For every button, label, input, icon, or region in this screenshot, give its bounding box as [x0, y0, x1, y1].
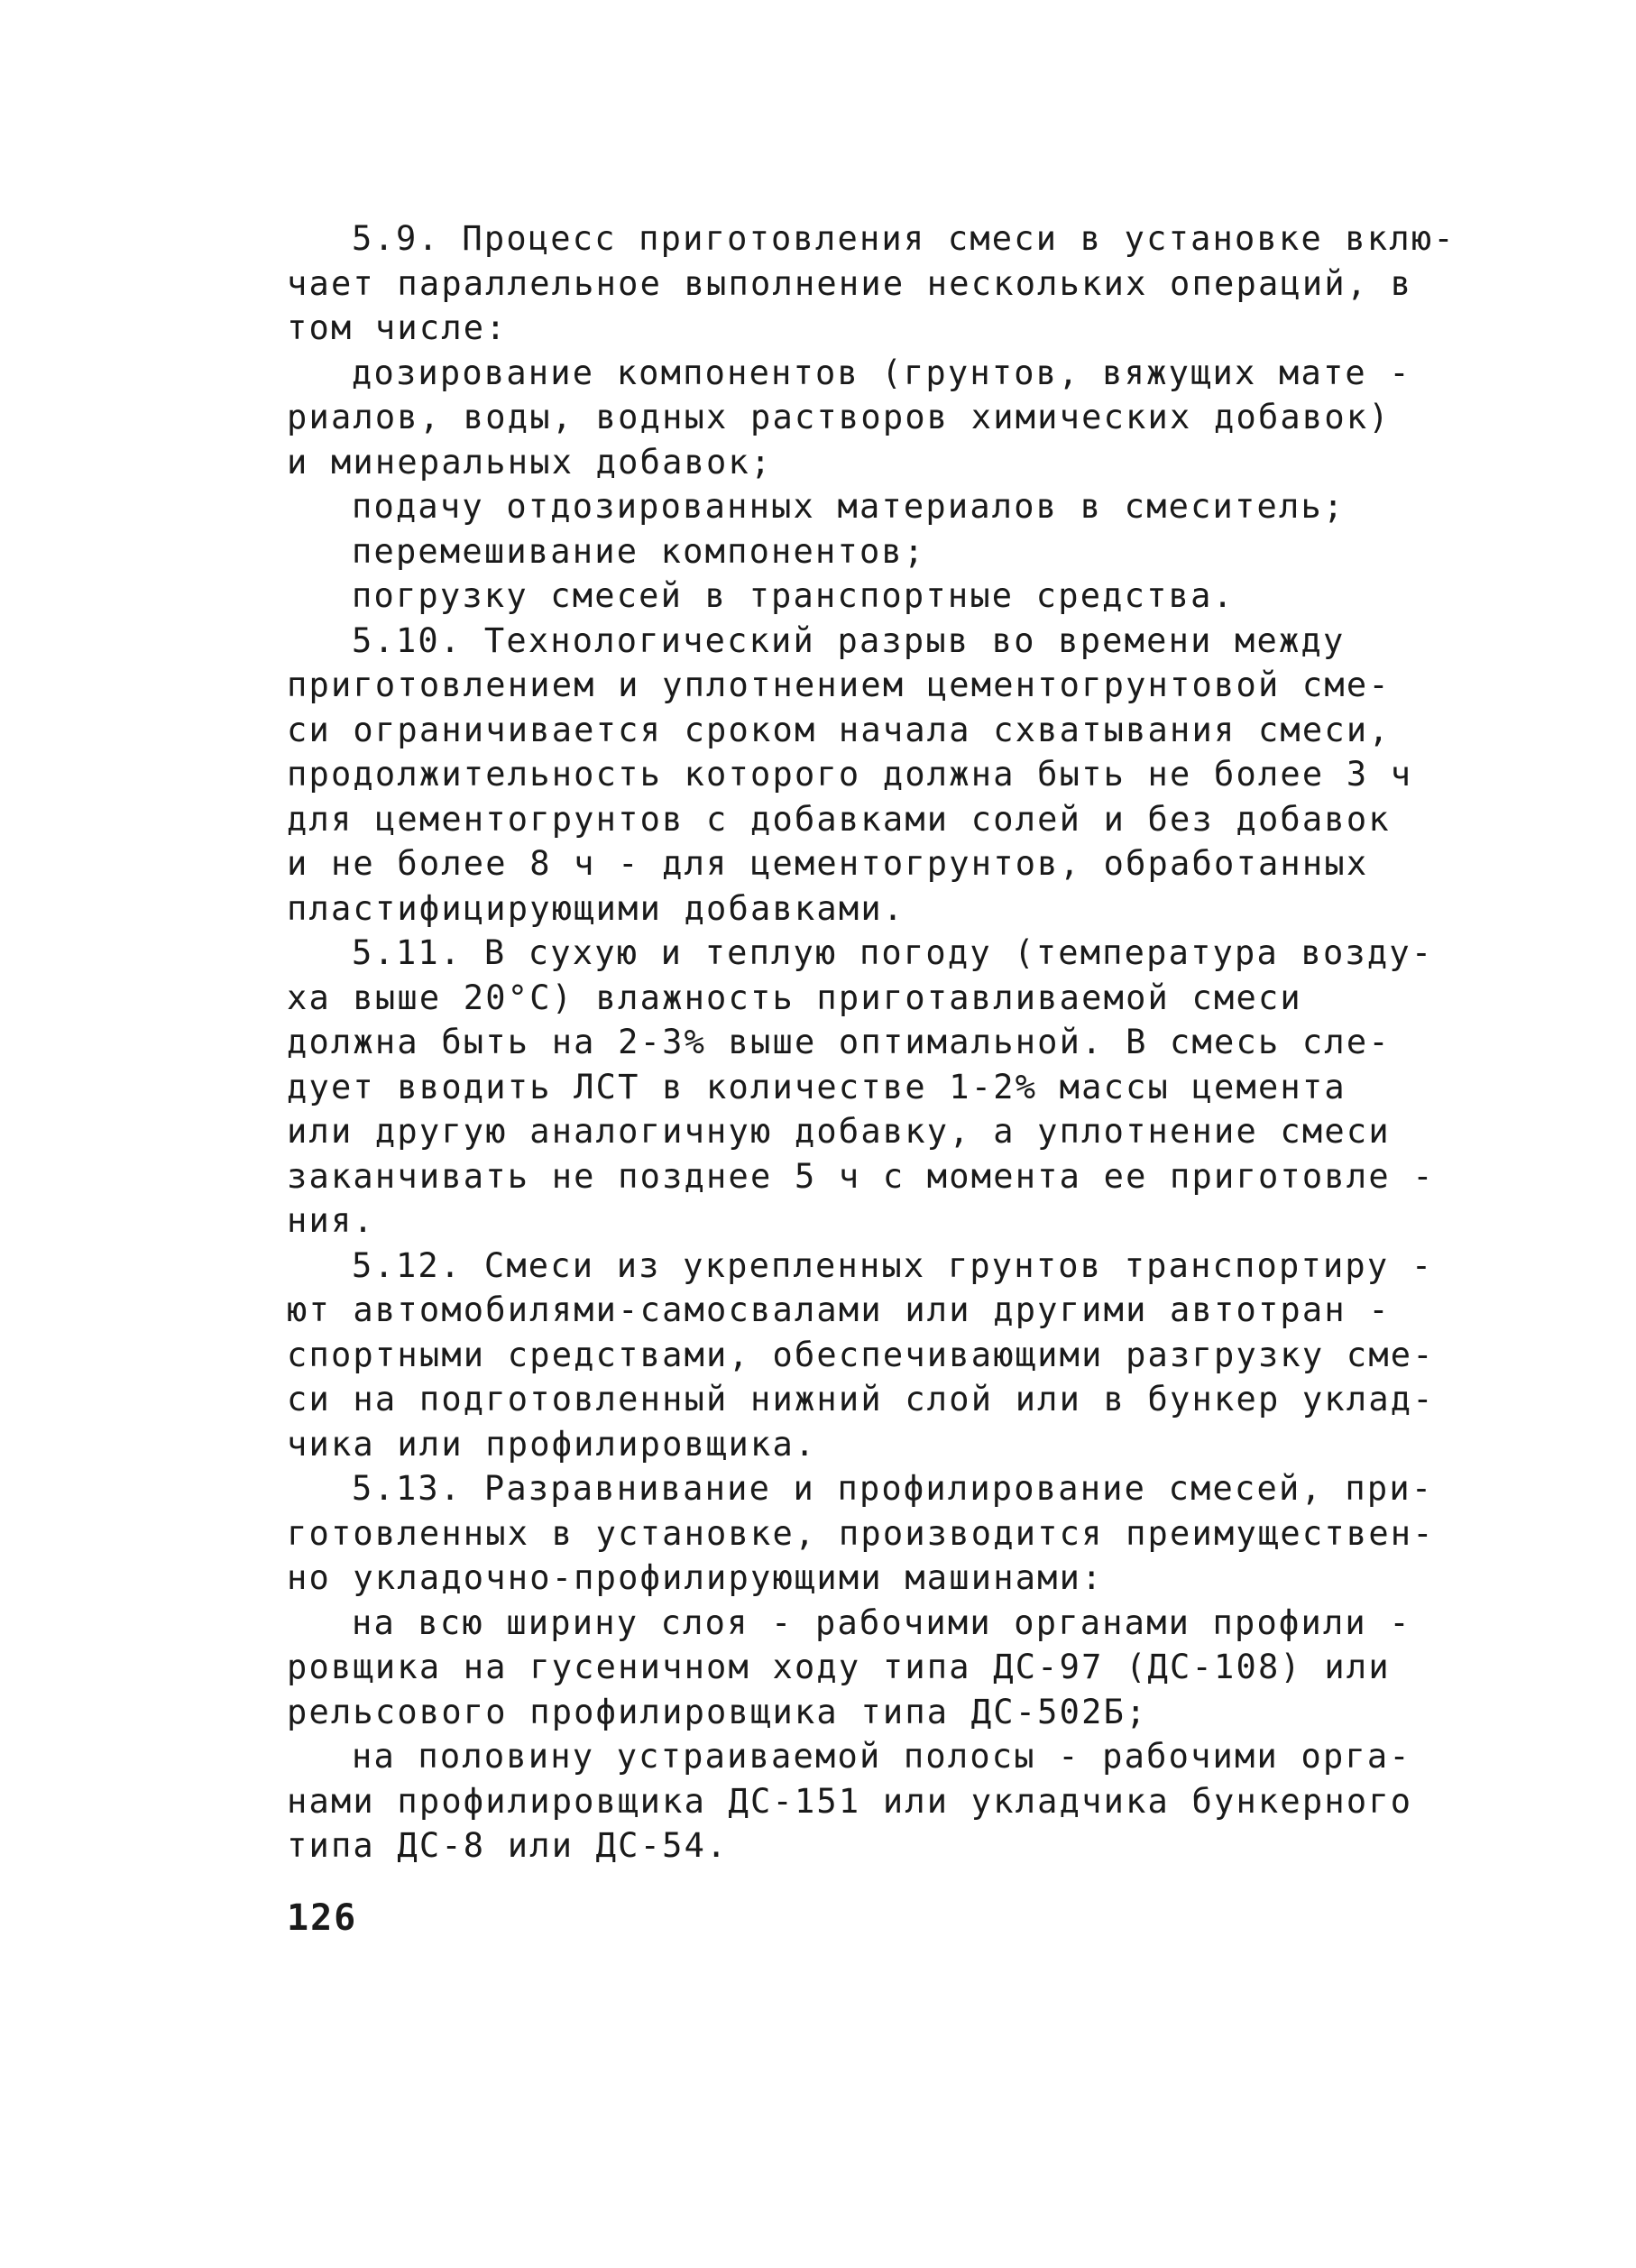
- text-line: для цементогрунтов с добавками солей и без добавок: [287, 799, 1391, 839]
- text-line: си на подготовленный нижний слой или в бункер уклад-: [287, 1380, 1435, 1419]
- text-line: приготовлением и уплотнением цементогрунтовой сме-: [287, 666, 1391, 704]
- text-line: спортными средствами, обеспечивающими разгрузку сме-: [287, 1335, 1435, 1374]
- text-line: 5.11. В сухую и теплую погоду (температура возду-: [352, 933, 1434, 972]
- text-line: продолжительность которого должна быть не более 3 ч: [287, 755, 1413, 794]
- body-text: [287, 216, 1468, 1869]
- text-line: пластифицирующими добавками.: [287, 888, 905, 928]
- text-line: риалов, воды, водных растворов химических добавок): [287, 398, 1391, 436]
- text-line: готовленных в установке, производится преимуществен-: [287, 1513, 1435, 1553]
- text-line: на всю ширину слоя - рабочими органами профили -: [352, 1602, 1411, 1642]
- text-line: 5.13. Разравнивание и профилирование смесей, при-: [352, 1469, 1434, 1508]
- page-number: 126: [287, 1897, 358, 1939]
- text-line: подачу отдозированных материалов в смеситель;: [352, 487, 1346, 526]
- text-line: си ограничивается сроком начала схватывания смеси,: [287, 710, 1391, 749]
- text-line: ния.: [287, 1201, 375, 1240]
- text-line: рельсового профилировщика типа ДС-502Б;: [287, 1692, 1148, 1731]
- text-line: 5.10. Технологический разрыв во времени между: [352, 620, 1346, 660]
- text-line: или другую аналогичную добавку, а уплотнение смеси: [287, 1112, 1391, 1151]
- text-line: чика или профилировщика.: [287, 1424, 817, 1464]
- text-line: но укладочно-профилирующими машинами:: [287, 1558, 1104, 1597]
- text-line: том числе:: [287, 308, 508, 347]
- text-line: 5.12. Смеси из укрепленных грунтов транспортиру -: [352, 1245, 1434, 1285]
- text-line: ровщика на гусеничном ходу типа ДС-97 (ДС-108) или: [287, 1648, 1391, 1686]
- text-line: на половину устраиваемой полосы - рабочими орга-: [352, 1737, 1411, 1776]
- text-line: и минеральных добавок;: [287, 442, 773, 482]
- text-line: типа ДС-8 или ДС-54.: [287, 1826, 729, 1865]
- text-line: перемешивание компонентов;: [352, 531, 926, 571]
- text-line: заканчивать не позднее 5 ч с момента ее приготовле -: [287, 1156, 1435, 1196]
- text-line: чает параллельное выполнение нескольких операций, в: [287, 263, 1413, 303]
- text-line: нами профилировщика ДС-151 или укладчика бункерного: [287, 1781, 1413, 1821]
- text-line: и не более 8 ч - для цементогрунтов, обработанных: [287, 844, 1369, 883]
- text-line: погрузку смесей в транспортные средства.: [352, 576, 1236, 615]
- text-line: должна быть на 2-3% выше оптимальной. В смесь сле-: [287, 1023, 1391, 1061]
- text-line: 5.9. Процесс приготовления смеси в установке вклю-: [352, 219, 1456, 258]
- text-line: ха выше 20°С) влажность приготавливаемой смеси: [287, 978, 1302, 1017]
- text-line: дует вводить ЛСТ в количестве 1-2% массы цемента: [287, 1067, 1346, 1106]
- text-line: ют автомобилями-самосвалами или другими автотран -: [287, 1290, 1391, 1329]
- text-line: дозирование компонентов (грунтов, вяжущих мате -: [352, 353, 1411, 392]
